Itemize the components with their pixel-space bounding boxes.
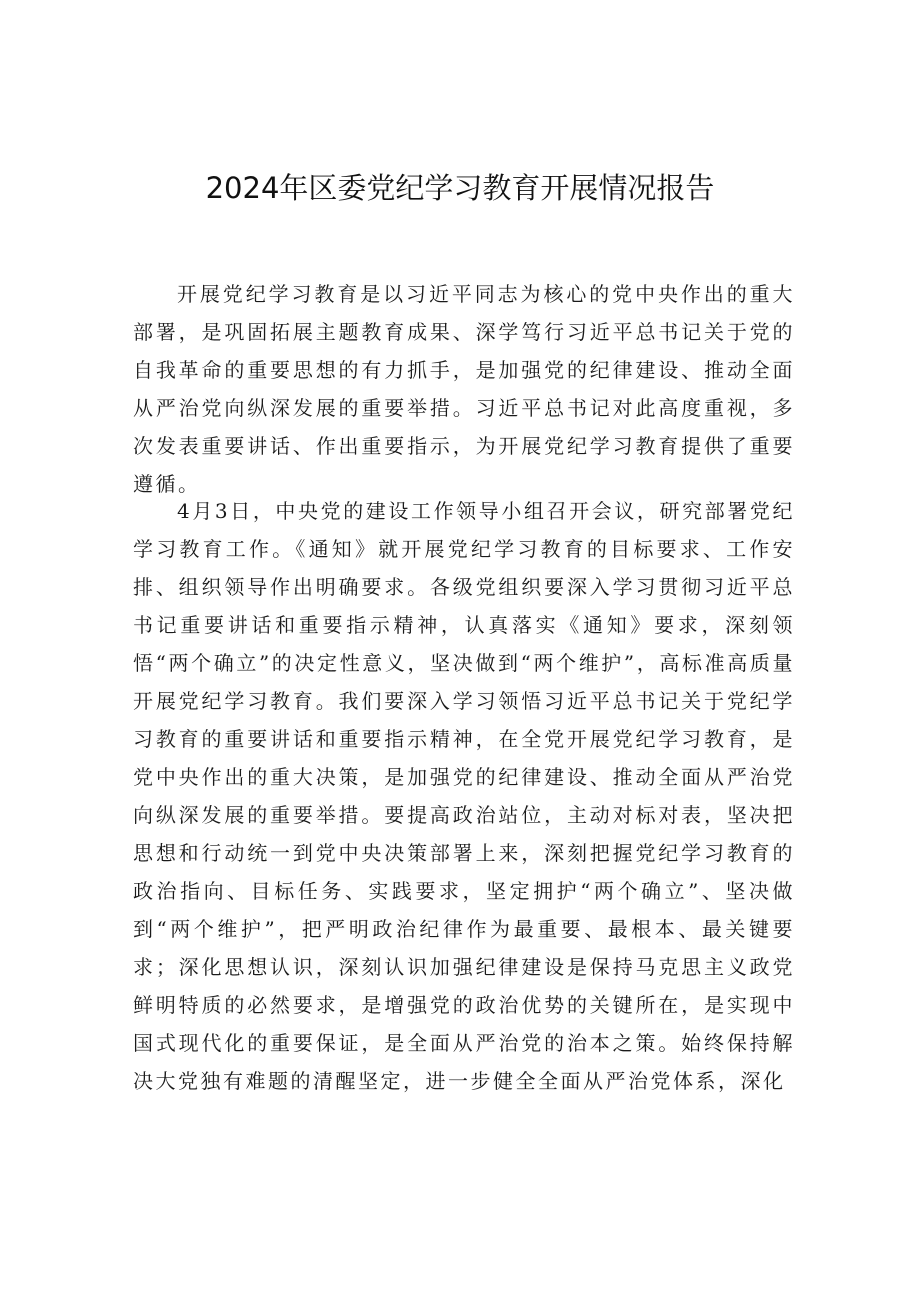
paragraph-2: 4月3日，中央党的建设工作领导小组召开会议，研究部署党纪学习教育工作。《通知》就开展党纪学习教育的目标要求、工作安排、组织领导作出明确要求。各级党组织要深入学习贯彻习近平总书记重要讲话和重要指示精神，认真落实《通知》要求，深刻领悟“两个确立”的决定性意义，坚决做到“两个维护”，高标准高质量开展党纪学习教育。我们要深入学习领悟习近平总书记关于党纪学习教育的重要讲话和重要指示精神，在全党开展党纪学习教育，是党中央作出的重大决策，是加强党的纪律建设、推动全面从严治党向纵深发展的重要举措。要提高政治站位，主动对标对表，坚决把思想和行动统一到党中央决策部署上来，深刻把握党纪学习教育的政治指向、目标任务、实践要求，坚定拥护“两个确立”、坚决做到“两个维护”，把严明政治纪律作为最重要、最根本、最关键要求；深化思想认识，深刻认识加强纪律建设是保持马克思主义政党鲜明特质的必然要求，是增强党的政治优势的关键所在，是实现中国式现代化的重要保证，是全面从严治党的治本之策。始终保持解决大党独有难题的清醒坚定，进一步健全全面从严治党体系，深化 xyxy=(133,499,795,1093)
document-title: 2024年区委党纪学习教育开展情况报告 xyxy=(205,171,715,205)
paragraph-1: 开展党纪学习教育是以习近平同志为核心的党中央作出的重大部署，是巩固拓展主题教育成果、深学笃行习近平总书记关于党的自我革命的重要思想的有力抓手，是加强党的纪律建设、推动全面从严治党向纵深发展的重要举措。习近平总书记对此高度重视，多次发表重要讲话、作出重要指示，为开展党纪学习教育提供了重要遵循。 xyxy=(133,282,795,496)
